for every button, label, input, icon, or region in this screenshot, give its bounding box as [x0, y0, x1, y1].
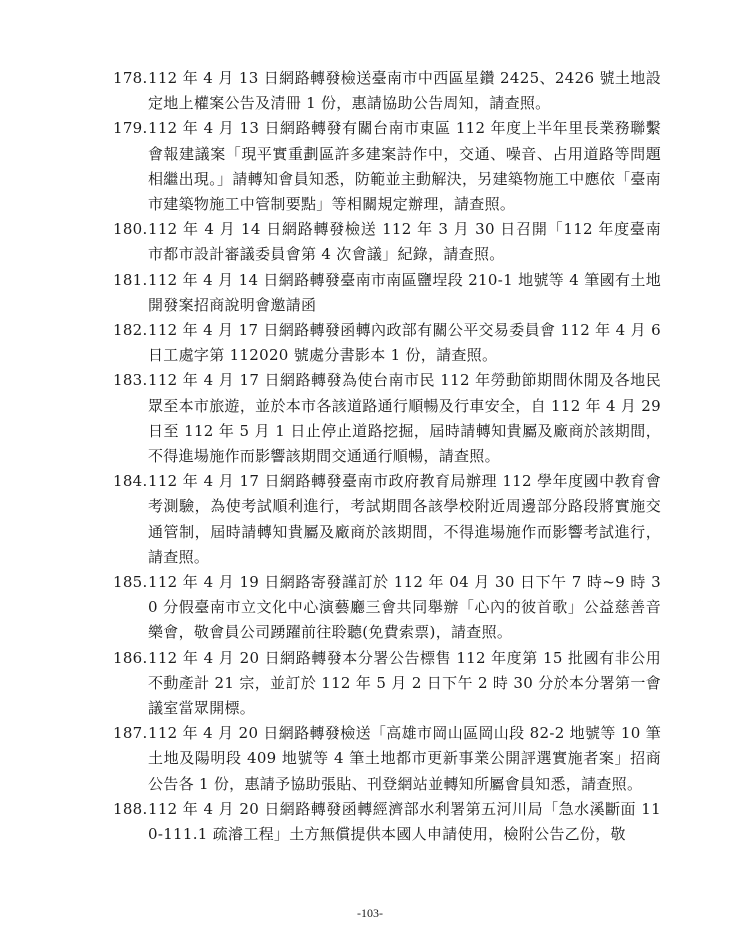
list-item	[113, 570, 661, 646]
item-text: 112 年 4 月 14 日網路轉發臺南市南區鹽埕段 210-1 地號等 4 筆國有土地開發案招商說明會邀請函	[148, 270, 661, 314]
page-number: -103-	[357, 906, 383, 920]
item-number: 186.	[113, 648, 148, 667]
list-item	[113, 318, 661, 368]
item-text: 112 年 4 月 14 日網路轉發檢送 112 年 3 月 30 日召開「112 年度臺南市都市設計審議委員會第 4 次會議」紀錄，請查照。	[148, 220, 661, 264]
item-text: 112 年 4 月 13 日網路轉發檢送臺南市中西區星鑽 2425、2426 號土地設定地上權案公告及清冊 1 份，惠請協助公告周知，請查照。	[148, 69, 661, 113]
item-number: 184.	[113, 472, 148, 491]
item-text: 112 年 4 月 13 日網路轉發有關台南市東區 112 年度上半年里長業務聯繫會報建議案「現平實重劃區許多建案詩作中，交通、噪音、占用道路等問題相繼出現。」請轉知會員知悉，防範並主動解決，另建築物施工中應依「臺南市建築物施工中管制要點」等相關規定辦理，請查照。	[148, 119, 661, 214]
item-text: 112 年 4 月 20 日網路轉發檢送「高雄市岡山區岡山段 82-2 地號等 10 筆土地及陽明段 409 地號等 4 筆土地都市更新事業公開評選實施者案」招商公告各 1 份，惠請予協助張貼、刊登網站並轉知所屬會員知悉，請查照。	[148, 724, 661, 793]
list-item	[113, 368, 661, 469]
item-number: 179.	[113, 119, 148, 138]
item-number: 182.	[113, 321, 148, 340]
list-item	[113, 721, 661, 797]
list-item	[113, 797, 661, 847]
item-text: 112 年 4 月 20 日網路轉發函轉經濟部水利署第五河川局「急水溪斷面 110-111.1 疏濬工程」土方無償提供本國人申請使用，檢附公告乙份，敬	[148, 799, 661, 844]
list-item	[113, 646, 661, 722]
list-item	[113, 217, 661, 267]
item-number: 180.	[113, 220, 148, 239]
item-text: 112 年 4 月 17 日網路轉發為使台南市民 112 年勞動節期間休閒及各地民眾至本市旅遊，並於本市各該道路通行順暢及行車安全，自 112 年 4 月 29 日至 112 年 5 月 1 日止停止道路挖掘，屆時請轉知貴屬及廠商於該期間，不得進場施作而影響該期間交通通行順暢，請查照。	[148, 371, 661, 466]
list-item	[113, 116, 661, 217]
item-text: 112 年 4 月 20 日網路轉發本分署公告標售 112 年度第 15 批國有非公用不動產計 21 宗，並訂於 112 年 5 月 2 日下午 2 時 30 分於本分署第一會議室當眾開標。	[148, 648, 661, 718]
item-text: 112 年 4 月 17 日網路轉發函轉內政部有關公平交易委員會 112 年 4 月 6 日工處字第 112020 號處分書影本 1 份，請查照。	[148, 321, 661, 365]
list-item	[113, 268, 661, 318]
list-item	[113, 66, 661, 116]
item-text: 112 年 4 月 19 日網路寄發謹訂於 112 年 04 月 30 日下午 7 時~9 時 30 分假臺南市立文化中心演藝廳三會共同舉辦「心內的彼首歌」公益慈善音樂會，敬會員公司踴躍前往聆聽(免費索票)，請查照。	[148, 573, 661, 642]
list-item	[113, 469, 661, 570]
item-text: 112 年 4 月 17 日網路轉發臺南市政府教育局辦理 112 學年度國中教育會考測驗，為使考試順利進行，考試期間各該學校附近周邊部分路段將實施交通管制，屆時請轉知貴屬及廠商於該期間，不得進場施作而影響考試進行，請查照。	[148, 472, 661, 566]
item-number: 183.	[113, 371, 148, 390]
item-number: 178.	[113, 69, 148, 87]
item-number: 188.	[113, 799, 148, 818]
announcement-list	[113, 66, 661, 847]
item-number: 185.	[113, 573, 148, 592]
item-number: 181.	[113, 270, 148, 289]
item-number: 187.	[113, 724, 148, 743]
